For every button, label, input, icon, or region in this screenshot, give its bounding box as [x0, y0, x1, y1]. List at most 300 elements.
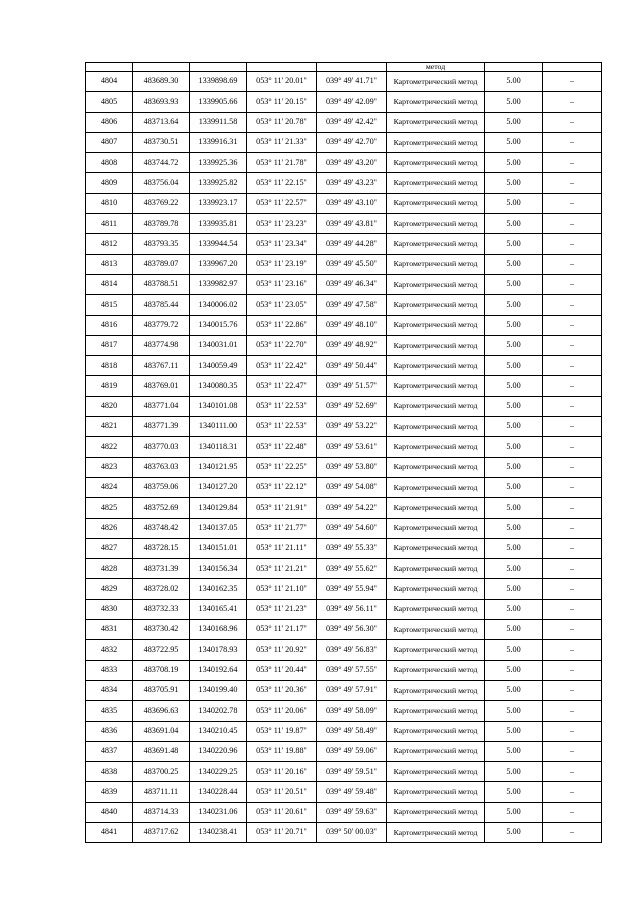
cell-x: 483689.30: [133, 72, 190, 92]
table-row: [86, 295, 602, 315]
cell-accuracy: 5.00: [485, 417, 543, 437]
table-row: [86, 132, 602, 152]
cell-longitude: 039° 49' 55.33": [317, 538, 387, 558]
cell-x: 483722.95: [133, 640, 190, 660]
cell-y: 1339916.31: [190, 132, 247, 152]
cell-method: Картометрический метод: [387, 620, 485, 640]
cell-accuracy: 5.00: [485, 214, 543, 234]
cell-latitude: 053° 11' 23.23": [247, 214, 317, 234]
cell-latitude: 053° 11' 21.78": [247, 153, 317, 173]
cell-accuracy: 5.00: [485, 274, 543, 294]
table-row: [86, 477, 602, 497]
cell-latitude: 053° 11' 22.47": [247, 376, 317, 396]
cell-point-number: 4831: [86, 620, 133, 640]
table-row: [86, 92, 602, 112]
cell-method: Картометрический метод: [387, 112, 485, 132]
cell-y: 1339925.82: [190, 173, 247, 193]
table-row: [86, 498, 602, 518]
table-row: [86, 274, 602, 294]
cell-point-number: 4820: [86, 396, 133, 416]
cell-point-number: 4806: [86, 112, 133, 132]
cell-accuracy: 5.00: [485, 92, 543, 112]
cell-x: 483748.42: [133, 518, 190, 538]
cell-x: 483711.11: [133, 782, 190, 802]
cell-y: 1339911.58: [190, 112, 247, 132]
cell-note: –: [543, 132, 602, 152]
cell-note: –: [543, 92, 602, 112]
cell-point-number: 4817: [86, 335, 133, 355]
cell-point-number: 4813: [86, 254, 133, 274]
cell-note: –: [543, 579, 602, 599]
cell-y: 1340162.35: [190, 579, 247, 599]
cell-x: 483769.22: [133, 193, 190, 213]
cell-point-number: 4804: [86, 72, 133, 92]
cell-longitude: 039° 49' 55.62": [317, 559, 387, 579]
table-row: [86, 153, 602, 173]
cell-latitude: 053° 11' 23.05": [247, 295, 317, 315]
cell-note: –: [543, 457, 602, 477]
cell-note: –: [543, 782, 602, 802]
cell-x: 483767.11: [133, 356, 190, 376]
cell-point-number: 4835: [86, 701, 133, 721]
cell-accuracy: 5.00: [485, 559, 543, 579]
cell-x: 483759.06: [133, 477, 190, 497]
cell-y: 1339898.69: [190, 72, 247, 92]
cell-accuracy: [485, 63, 543, 72]
cell-latitude: 053° 11' 21.17": [247, 620, 317, 640]
cell-point-number: 4824: [86, 477, 133, 497]
cell-longitude: 039° 49' 43.23": [317, 173, 387, 193]
cell-method: Картометрический метод: [387, 701, 485, 721]
cell-latitude: 053° 11' 22.53": [247, 396, 317, 416]
cell-note: –: [543, 153, 602, 173]
cell-point-number: 4818: [86, 356, 133, 376]
cell-point-number: 4808: [86, 153, 133, 173]
cell-accuracy: 5.00: [485, 396, 543, 416]
table-row: [86, 640, 602, 660]
cell-x: 483717.62: [133, 822, 190, 842]
cell-accuracy: 5.00: [485, 762, 543, 782]
cell-latitude: 053° 11' 23.34": [247, 234, 317, 254]
cell-longitude: 039° 49' 53.80": [317, 457, 387, 477]
cell-y: 1339982.97: [190, 274, 247, 294]
cell-y: 1340231.06: [190, 802, 247, 822]
cell-note: –: [543, 295, 602, 315]
cell-point-number: 4829: [86, 579, 133, 599]
cell-method: Картометрический метод: [387, 295, 485, 315]
cell-y: 1340168.96: [190, 620, 247, 640]
table-row: [86, 620, 602, 640]
cell-method: Картометрический метод: [387, 214, 485, 234]
cell-latitude: 053° 11' 20.15": [247, 92, 317, 112]
cell-longitude: 039° 49' 56.83": [317, 640, 387, 660]
cell-y: 1340165.41: [190, 599, 247, 619]
cell-latitude: [247, 63, 317, 72]
cell-longitude: 039° 49' 53.22": [317, 417, 387, 437]
cell-longitude: 039° 49' 43.20": [317, 153, 387, 173]
cell-longitude: 039° 49' 43.10": [317, 193, 387, 213]
cell-longitude: 039° 49' 46.34": [317, 274, 387, 294]
cell-note: –: [543, 599, 602, 619]
cell-method: Картометрический метод: [387, 437, 485, 457]
cell-method: Картометрический метод: [387, 538, 485, 558]
cell-longitude: 039° 49' 54.60": [317, 518, 387, 538]
cell-x: 483789.07: [133, 254, 190, 274]
cell-point-number: 4805: [86, 92, 133, 112]
coordinates-table: [85, 62, 602, 843]
table-row: [86, 376, 602, 396]
cell-note: –: [543, 680, 602, 700]
table-row: [86, 802, 602, 822]
cell-method: Картометрический метод: [387, 640, 485, 660]
cell-latitude: 053° 11' 19.88": [247, 741, 317, 761]
cell-method: Картометрический метод: [387, 680, 485, 700]
cell-point-number: 4833: [86, 660, 133, 680]
table-row: [86, 315, 602, 335]
cell-y: 1339967.20: [190, 254, 247, 274]
table-row: [86, 680, 602, 700]
cell-accuracy: 5.00: [485, 741, 543, 761]
cell-accuracy: 5.00: [485, 660, 543, 680]
cell-method: Картометрический метод: [387, 173, 485, 193]
cell-longitude: 039° 50' 00.03": [317, 822, 387, 842]
cell-x: 483774.98: [133, 335, 190, 355]
cell-y: 1340151.01: [190, 538, 247, 558]
cell-point-number: 4810: [86, 193, 133, 213]
cell-method: Картометрический метод: [387, 822, 485, 842]
cell-method: Картометрический метод: [387, 132, 485, 152]
table-row: [86, 112, 602, 132]
cell-y: 1340059.49: [190, 356, 247, 376]
cell-x: 483763.03: [133, 457, 190, 477]
cell-note: –: [543, 274, 602, 294]
cell-point-number: 4809: [86, 173, 133, 193]
cell-longitude: 039° 49' 44.28": [317, 234, 387, 254]
cell-method: Картометрический метод: [387, 92, 485, 112]
cell-accuracy: 5.00: [485, 295, 543, 315]
cell-accuracy: 5.00: [485, 112, 543, 132]
cell-accuracy: 5.00: [485, 376, 543, 396]
cell-latitude: 053° 11' 22.25": [247, 457, 317, 477]
cell-x: 483713.64: [133, 112, 190, 132]
cell-x: 483744.72: [133, 153, 190, 173]
cell-y: 1340137.05: [190, 518, 247, 538]
cell-method: Картометрический метод: [387, 72, 485, 92]
table-row: [86, 559, 602, 579]
cell-latitude: 053° 11' 20.16": [247, 762, 317, 782]
cell-latitude: 053° 11' 21.10": [247, 579, 317, 599]
cell-point-number: 4822: [86, 437, 133, 457]
cell-point-number: 4814: [86, 274, 133, 294]
cell-accuracy: 5.00: [485, 599, 543, 619]
cell-x: [133, 63, 190, 72]
cell-accuracy: 5.00: [485, 640, 543, 660]
cell-note: –: [543, 701, 602, 721]
table-row: [86, 599, 602, 619]
cell-latitude: 053° 11' 21.21": [247, 559, 317, 579]
cell-note: –: [543, 741, 602, 761]
cell-x: 483730.42: [133, 620, 190, 640]
table-row: [86, 741, 602, 761]
cell-accuracy: 5.00: [485, 620, 543, 640]
table-row: [86, 193, 602, 213]
cell-x: 483732.33: [133, 599, 190, 619]
cell-y: 1340006.02: [190, 295, 247, 315]
cell-point-number: 4819: [86, 376, 133, 396]
cell-longitude: 039° 49' 59.63": [317, 802, 387, 822]
cell-note: –: [543, 477, 602, 497]
cell-method: Картометрический метод: [387, 518, 485, 538]
cell-note: –: [543, 437, 602, 457]
cell-longitude: 039° 49' 45.50": [317, 254, 387, 274]
cell-x: 483714.33: [133, 802, 190, 822]
cell-accuracy: 5.00: [485, 498, 543, 518]
table-row: [86, 762, 602, 782]
table-row: [86, 417, 602, 437]
cell-latitude: 053° 11' 22.86": [247, 315, 317, 335]
table-row: [86, 356, 602, 376]
cell-latitude: 053° 11' 22.12": [247, 477, 317, 497]
cell-y: [190, 63, 247, 72]
cell-accuracy: 5.00: [485, 153, 543, 173]
cell-longitude: [317, 63, 387, 72]
cell-longitude: 039° 49' 58.49": [317, 721, 387, 741]
cell-y: 1340192.64: [190, 660, 247, 680]
cell-y: 1340238.41: [190, 822, 247, 842]
cell-note: –: [543, 214, 602, 234]
cell-x: 483731.39: [133, 559, 190, 579]
cell-x: 483771.39: [133, 417, 190, 437]
cell-method: Картометрический метод: [387, 356, 485, 376]
cell-longitude: 039° 49' 57.55": [317, 660, 387, 680]
cell-method: Картометрический метод: [387, 457, 485, 477]
cell-accuracy: 5.00: [485, 335, 543, 355]
cell-y: 1340080.35: [190, 376, 247, 396]
cell-longitude: 039° 49' 56.11": [317, 599, 387, 619]
cell-accuracy: 5.00: [485, 173, 543, 193]
cell-note: –: [543, 640, 602, 660]
cell-accuracy: 5.00: [485, 356, 543, 376]
cell-point-number: 4841: [86, 822, 133, 842]
cell-latitude: 053° 11' 22.42": [247, 356, 317, 376]
cell-point-number: 4816: [86, 315, 133, 335]
cell-note: –: [543, 721, 602, 741]
cell-y: 1340121.95: [190, 457, 247, 477]
cell-y: 1340228.44: [190, 782, 247, 802]
cell-longitude: 039° 49' 53.61": [317, 437, 387, 457]
table-row: [86, 721, 602, 741]
cell-note: –: [543, 112, 602, 132]
cell-method: Картометрический метод: [387, 498, 485, 518]
cell-note: –: [543, 620, 602, 640]
coordinates-table-body: [86, 63, 602, 843]
cell-x: 483691.48: [133, 741, 190, 761]
cell-longitude: 039° 49' 42.70": [317, 132, 387, 152]
cell-y: 1340220.96: [190, 741, 247, 761]
cell-latitude: 053° 11' 20.71": [247, 822, 317, 842]
cell-accuracy: 5.00: [485, 477, 543, 497]
cell-latitude: 053° 11' 21.77": [247, 518, 317, 538]
cell-accuracy: 5.00: [485, 193, 543, 213]
cell-x: 483793.35: [133, 234, 190, 254]
cell-latitude: 053° 11' 20.61": [247, 802, 317, 822]
cell-x: 483789.78: [133, 214, 190, 234]
cell-method: Картометрический метод: [387, 234, 485, 254]
cell-latitude: 053° 11' 23.16": [247, 274, 317, 294]
cell-method: Картометрический метод: [387, 335, 485, 355]
cell-y: 1340111.00: [190, 417, 247, 437]
cell-method: Картометрический метод: [387, 660, 485, 680]
cell-longitude: 039° 49' 54.08": [317, 477, 387, 497]
cell-y: 1340199.40: [190, 680, 247, 700]
table-row: [86, 72, 602, 92]
cell-y: 1339923.17: [190, 193, 247, 213]
cell-y: 1340202.78: [190, 701, 247, 721]
cell-x: 483691.04: [133, 721, 190, 741]
cell-method: Картометрический метод: [387, 396, 485, 416]
cell-point-number: 4834: [86, 680, 133, 700]
document-page: [85, 62, 601, 843]
cell-latitude: 053° 11' 22.15": [247, 173, 317, 193]
cell-accuracy: 5.00: [485, 457, 543, 477]
cell-method: Картометрический метод: [387, 376, 485, 396]
table-row: [86, 701, 602, 721]
cell-x: 483756.04: [133, 173, 190, 193]
cell-accuracy: 5.00: [485, 680, 543, 700]
cell-note: –: [543, 518, 602, 538]
cell-method: Картометрический метод: [387, 153, 485, 173]
cell-longitude: 039° 49' 48.92": [317, 335, 387, 355]
cell-x: 483771.04: [133, 396, 190, 416]
cell-latitude: 053° 11' 21.91": [247, 498, 317, 518]
cell-y: 1340178.93: [190, 640, 247, 660]
cell-method: Картометрический метод: [387, 721, 485, 741]
cell-point-number: 4812: [86, 234, 133, 254]
cell-accuracy: 5.00: [485, 538, 543, 558]
cell-longitude: 039° 49' 59.06": [317, 741, 387, 761]
cell-note: –: [543, 396, 602, 416]
cell-method: Картометрический метод: [387, 741, 485, 761]
cell-point-number: 4807: [86, 132, 133, 152]
cell-note: –: [543, 762, 602, 782]
cell-latitude: 053° 11' 20.36": [247, 680, 317, 700]
cell-x: 483696.63: [133, 701, 190, 721]
cell-longitude: 039° 49' 42.42": [317, 112, 387, 132]
cell-longitude: 039° 49' 47.58": [317, 295, 387, 315]
cell-x: 483700.25: [133, 762, 190, 782]
cell-longitude: 039° 49' 58.09": [317, 701, 387, 721]
cell-accuracy: 5.00: [485, 132, 543, 152]
cell-point-number: 4836: [86, 721, 133, 741]
cell-method: Картометрический метод: [387, 193, 485, 213]
cell-note: –: [543, 254, 602, 274]
cell-longitude: 039° 49' 52.69": [317, 396, 387, 416]
cell-point-number: 4839: [86, 782, 133, 802]
cell-longitude: 039° 49' 43.81": [317, 214, 387, 234]
cell-method: Картометрический метод: [387, 599, 485, 619]
cell-x: 483705.91: [133, 680, 190, 700]
cell-method: Картометрический метод: [387, 579, 485, 599]
cell-longitude: 039° 49' 41.71": [317, 72, 387, 92]
cell-latitude: 053° 11' 23.19": [247, 254, 317, 274]
cell-method: Картометрический метод: [387, 762, 485, 782]
cell-point-number: [86, 63, 133, 72]
cell-note: –: [543, 822, 602, 842]
cell-note: –: [543, 335, 602, 355]
cell-point-number: 4830: [86, 599, 133, 619]
cell-y: 1339925.36: [190, 153, 247, 173]
cell-method: Картометрический метод: [387, 274, 485, 294]
cell-accuracy: 5.00: [485, 315, 543, 335]
cell-latitude: 053° 11' 22.70": [247, 335, 317, 355]
cell-note: –: [543, 193, 602, 213]
table-row: [86, 538, 602, 558]
cell-latitude: 053° 11' 20.78": [247, 112, 317, 132]
cell-x: 483788.51: [133, 274, 190, 294]
cell-longitude: 039° 49' 51.57": [317, 376, 387, 396]
cell-note: –: [543, 173, 602, 193]
cell-accuracy: 5.00: [485, 822, 543, 842]
cell-method: Картометрический метод: [387, 802, 485, 822]
cell-method: Картометрический метод: [387, 417, 485, 437]
cell-y: 1340031.01: [190, 335, 247, 355]
cell-method: Картометрический метод: [387, 782, 485, 802]
cell-note: –: [543, 234, 602, 254]
cell-latitude: 053° 11' 22.48": [247, 437, 317, 457]
cell-x: 483770.03: [133, 437, 190, 457]
cell-latitude: 053° 11' 22.53": [247, 417, 317, 437]
cell-accuracy: 5.00: [485, 701, 543, 721]
cell-point-number: 4827: [86, 538, 133, 558]
cell-latitude: 053° 11' 20.92": [247, 640, 317, 660]
cell-y: 1340015.76: [190, 315, 247, 335]
cell-note: –: [543, 315, 602, 335]
cell-y: 1339905.66: [190, 92, 247, 112]
cell-accuracy: 5.00: [485, 579, 543, 599]
table-row: [86, 579, 602, 599]
cell-x: 483728.15: [133, 538, 190, 558]
cell-method: Картометрический метод: [387, 477, 485, 497]
cell-accuracy: 5.00: [485, 437, 543, 457]
cell-point-number: 4840: [86, 802, 133, 822]
cell-note: –: [543, 802, 602, 822]
table-row: [86, 396, 602, 416]
cell-y: 1339935.81: [190, 214, 247, 234]
cell-method: Картометрический метод: [387, 559, 485, 579]
cell-x: 483693.93: [133, 92, 190, 112]
cell-note: –: [543, 660, 602, 680]
cell-note: –: [543, 559, 602, 579]
cell-y: 1340101.08: [190, 396, 247, 416]
cell-method: Картометрический метод: [387, 315, 485, 335]
cell-note: –: [543, 538, 602, 558]
table-row: [86, 214, 602, 234]
cell-y: 1340156.34: [190, 559, 247, 579]
table-row: [86, 782, 602, 802]
cell-latitude: 053° 11' 22.57": [247, 193, 317, 213]
cell-longitude: 039° 49' 59.51": [317, 762, 387, 782]
cell-longitude: 039° 49' 56.30": [317, 620, 387, 640]
cell-x: 483730.51: [133, 132, 190, 152]
cell-accuracy: 5.00: [485, 802, 543, 822]
cell-latitude: 053° 11' 20.01": [247, 72, 317, 92]
cell-longitude: 039° 49' 48.10": [317, 315, 387, 335]
cell-note: [543, 63, 602, 72]
cell-latitude: 053° 11' 20.06": [247, 701, 317, 721]
cell-longitude: 039° 49' 50.44": [317, 356, 387, 376]
cell-method: метод: [387, 63, 485, 72]
cell-latitude: 053° 11' 21.33": [247, 132, 317, 152]
